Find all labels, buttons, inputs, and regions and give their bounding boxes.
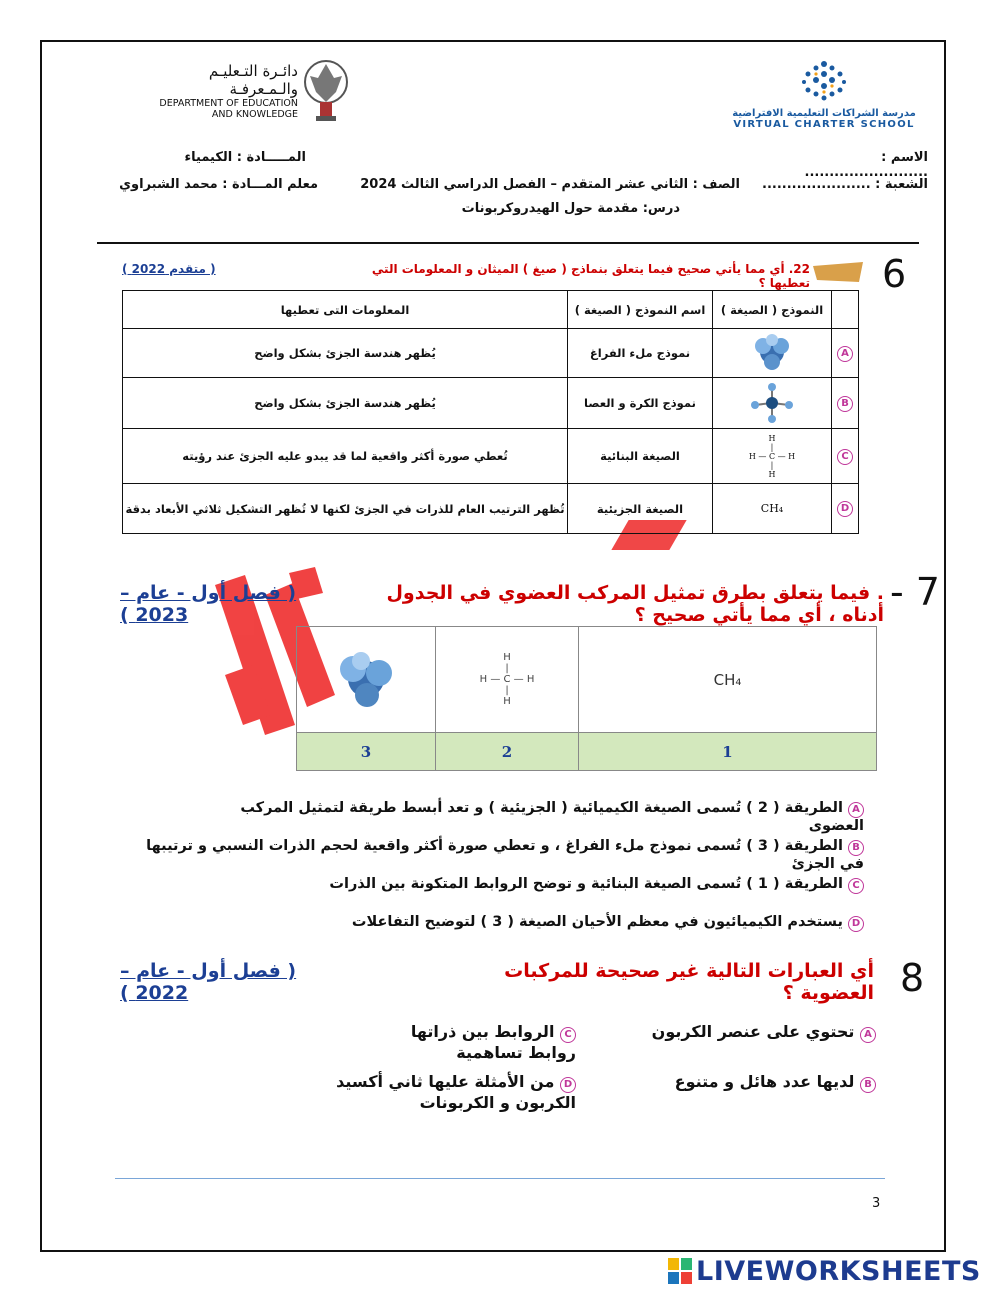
method-3-label: 3 [297,733,436,771]
ball-and-stick-model-icon [747,381,797,423]
row-d-info: تُظهر الترتيب العام للذرات في الجزئ لكنها لا تُظهر التشكيل ثلاثي الأبعاد بدقة [123,484,568,534]
option-c-choice[interactable]: C [837,449,853,465]
student-name-field[interactable]: الاسم : ......................... [804,150,928,180]
row-d-formula: CH₄ [713,484,832,534]
question-8-number: 8 [900,956,925,1000]
method-2-label: 2 [436,733,579,771]
row-b-info: يُظهر هندسة الجزئ بشكل واضح [123,378,568,429]
subject-label: المـــــادة : الكيمياء [184,150,306,165]
page-number: 3 [872,1196,881,1211]
question-8-text: أي العبارات التالية غير صحيحة للمركبات العضوية ؟ [504,960,874,1004]
question-7-option-a[interactable]: A الطريقة ( 2 ) تُسمى الصيغة الكيميائية ( الجزيئية ) و تعد أبسط طريقة لتمثيل المركب العضوى [240,800,864,834]
structural-formula: H | H — C — H | H [479,652,535,707]
question-7-year-tag: ( فصل أول - عام – 2023 ) [120,582,297,626]
question-6-text: 22. أي مما يأتي صحيح فيما يتعلق بنماذج ( صيغ ) الميثان و المعلومات التي تعطيها ؟ [371,262,810,290]
lesson-label: درس: مقدمة حول الهيدروكربونات [461,201,680,216]
table-row [123,484,859,534]
method-1-label: 1 [579,733,877,771]
liveworksheets-brand[interactable]: LIVEWORKSHEETS [696,1256,981,1287]
row-a-info: يُظهر هندسة الجزئ بشكل واضح [123,329,568,378]
row-a-name: نموذج ملء الفراغ [568,329,713,378]
dek-english-line1: DEPARTMENT OF EDUCATION [159,98,298,109]
option-b-choice[interactable]: B [837,396,853,412]
table-header-info: المعلومات التى تعطيها [123,291,568,329]
row-c-name: الصيغة البنائية [568,429,713,484]
space-filling-model-icon [749,332,795,372]
table-header-name: اسم النموذج ( الصيغة ) [568,291,713,329]
dek-logo [148,62,298,120]
question-6-year-tag: ( متقدم 2022 ) [122,262,216,276]
footer-divider [115,1178,885,1179]
grade-label: الصف : الثاني عشر المتقدم – الفصل الدراسي الثالث 2024 [360,177,740,192]
table-header-model: النموذج ( الصيغة ) [713,291,832,329]
molecular-formula: CH₄ [579,627,877,733]
row-d-name: الصيغة الجزيئية [568,484,713,534]
table-row [123,429,859,484]
question-7-number: - 7 [890,570,940,614]
vcs-logo [728,58,920,130]
dek-arabic-name: دائـرة التـعليـم والـمـعرفـة [208,62,298,98]
teacher-label: معلم المـــادة : محمد الشبراوي [119,177,318,192]
option-a-choice[interactable]: A [837,346,853,362]
table-row [123,329,859,378]
question-8-option-d[interactable]: D من الأمثلة عليها ثاني أكسيد الكربون و الكربونات [336,1072,576,1112]
header-divider [97,242,919,244]
table-corner [832,291,859,329]
vcs-dots-icon [794,58,854,104]
structural-formula: H | H — C — H | H [748,433,796,479]
question-8-option-c[interactable]: C الروابط بين ذراتها روابط تساهمية [410,1022,576,1062]
liveworksheets-logo-icon [668,1258,692,1284]
question-6-table [122,290,859,534]
question-8-year-tag: ( فصل أول - عام – 2022 ) [120,960,297,1004]
dek-english-line2: AND KNOWLEDGE [211,109,298,120]
falcon-emblem-icon [302,58,350,124]
question-8-option-a[interactable]: A تحتوي على عنصر الكربون [640,1022,876,1043]
question-7-option-b[interactable]: B الطريقة ( 3 ) تُسمى نموذج ملء الفراغ ، و تعطي صورة أكثر واقعية لحجم الذرات النسبي و ترتيبها في الجزئ [146,838,864,872]
row-c-info: تُعطي صورة أكثر واقعية لما قد يبدو عليه الجزئ عند رؤيته [123,429,568,484]
school-english-name: VIRTUAL CHARTER SCHOOL [733,119,915,130]
space-filling-model-icon [331,643,401,713]
section-field[interactable]: الشعبة : ...................... [762,177,928,192]
question-8-option-b[interactable]: B لديها عدد هائل و متنوع [640,1072,876,1093]
ribbon-icon [813,262,863,282]
option-d-choice[interactable]: D [837,501,853,517]
row-b-name: نموذج الكرة و العصا [568,378,713,429]
question-7-option-d[interactable]: D يستخدم الكيميائيون في معظم الأحيان الصيغة ( 3 ) لتوضيح التفاعلات [300,914,864,932]
question-7-table [296,626,877,771]
table-row [123,378,859,429]
school-arabic-name: مدرسة الشراكات التعليمية الافتراضية [732,108,916,119]
question-6-number: 6 [882,252,907,296]
question-7-text: . فيما يتعلق بطرق تمثيل المركب العضوي في الجدول أدناه ، أي مما يأتي صحيح ؟ [386,582,884,626]
question-7-option-c[interactable]: C الطريقة ( 1 ) تُسمى الصيغة البنائية و توضح الروابط المتكونة بين الذرات [300,876,864,894]
